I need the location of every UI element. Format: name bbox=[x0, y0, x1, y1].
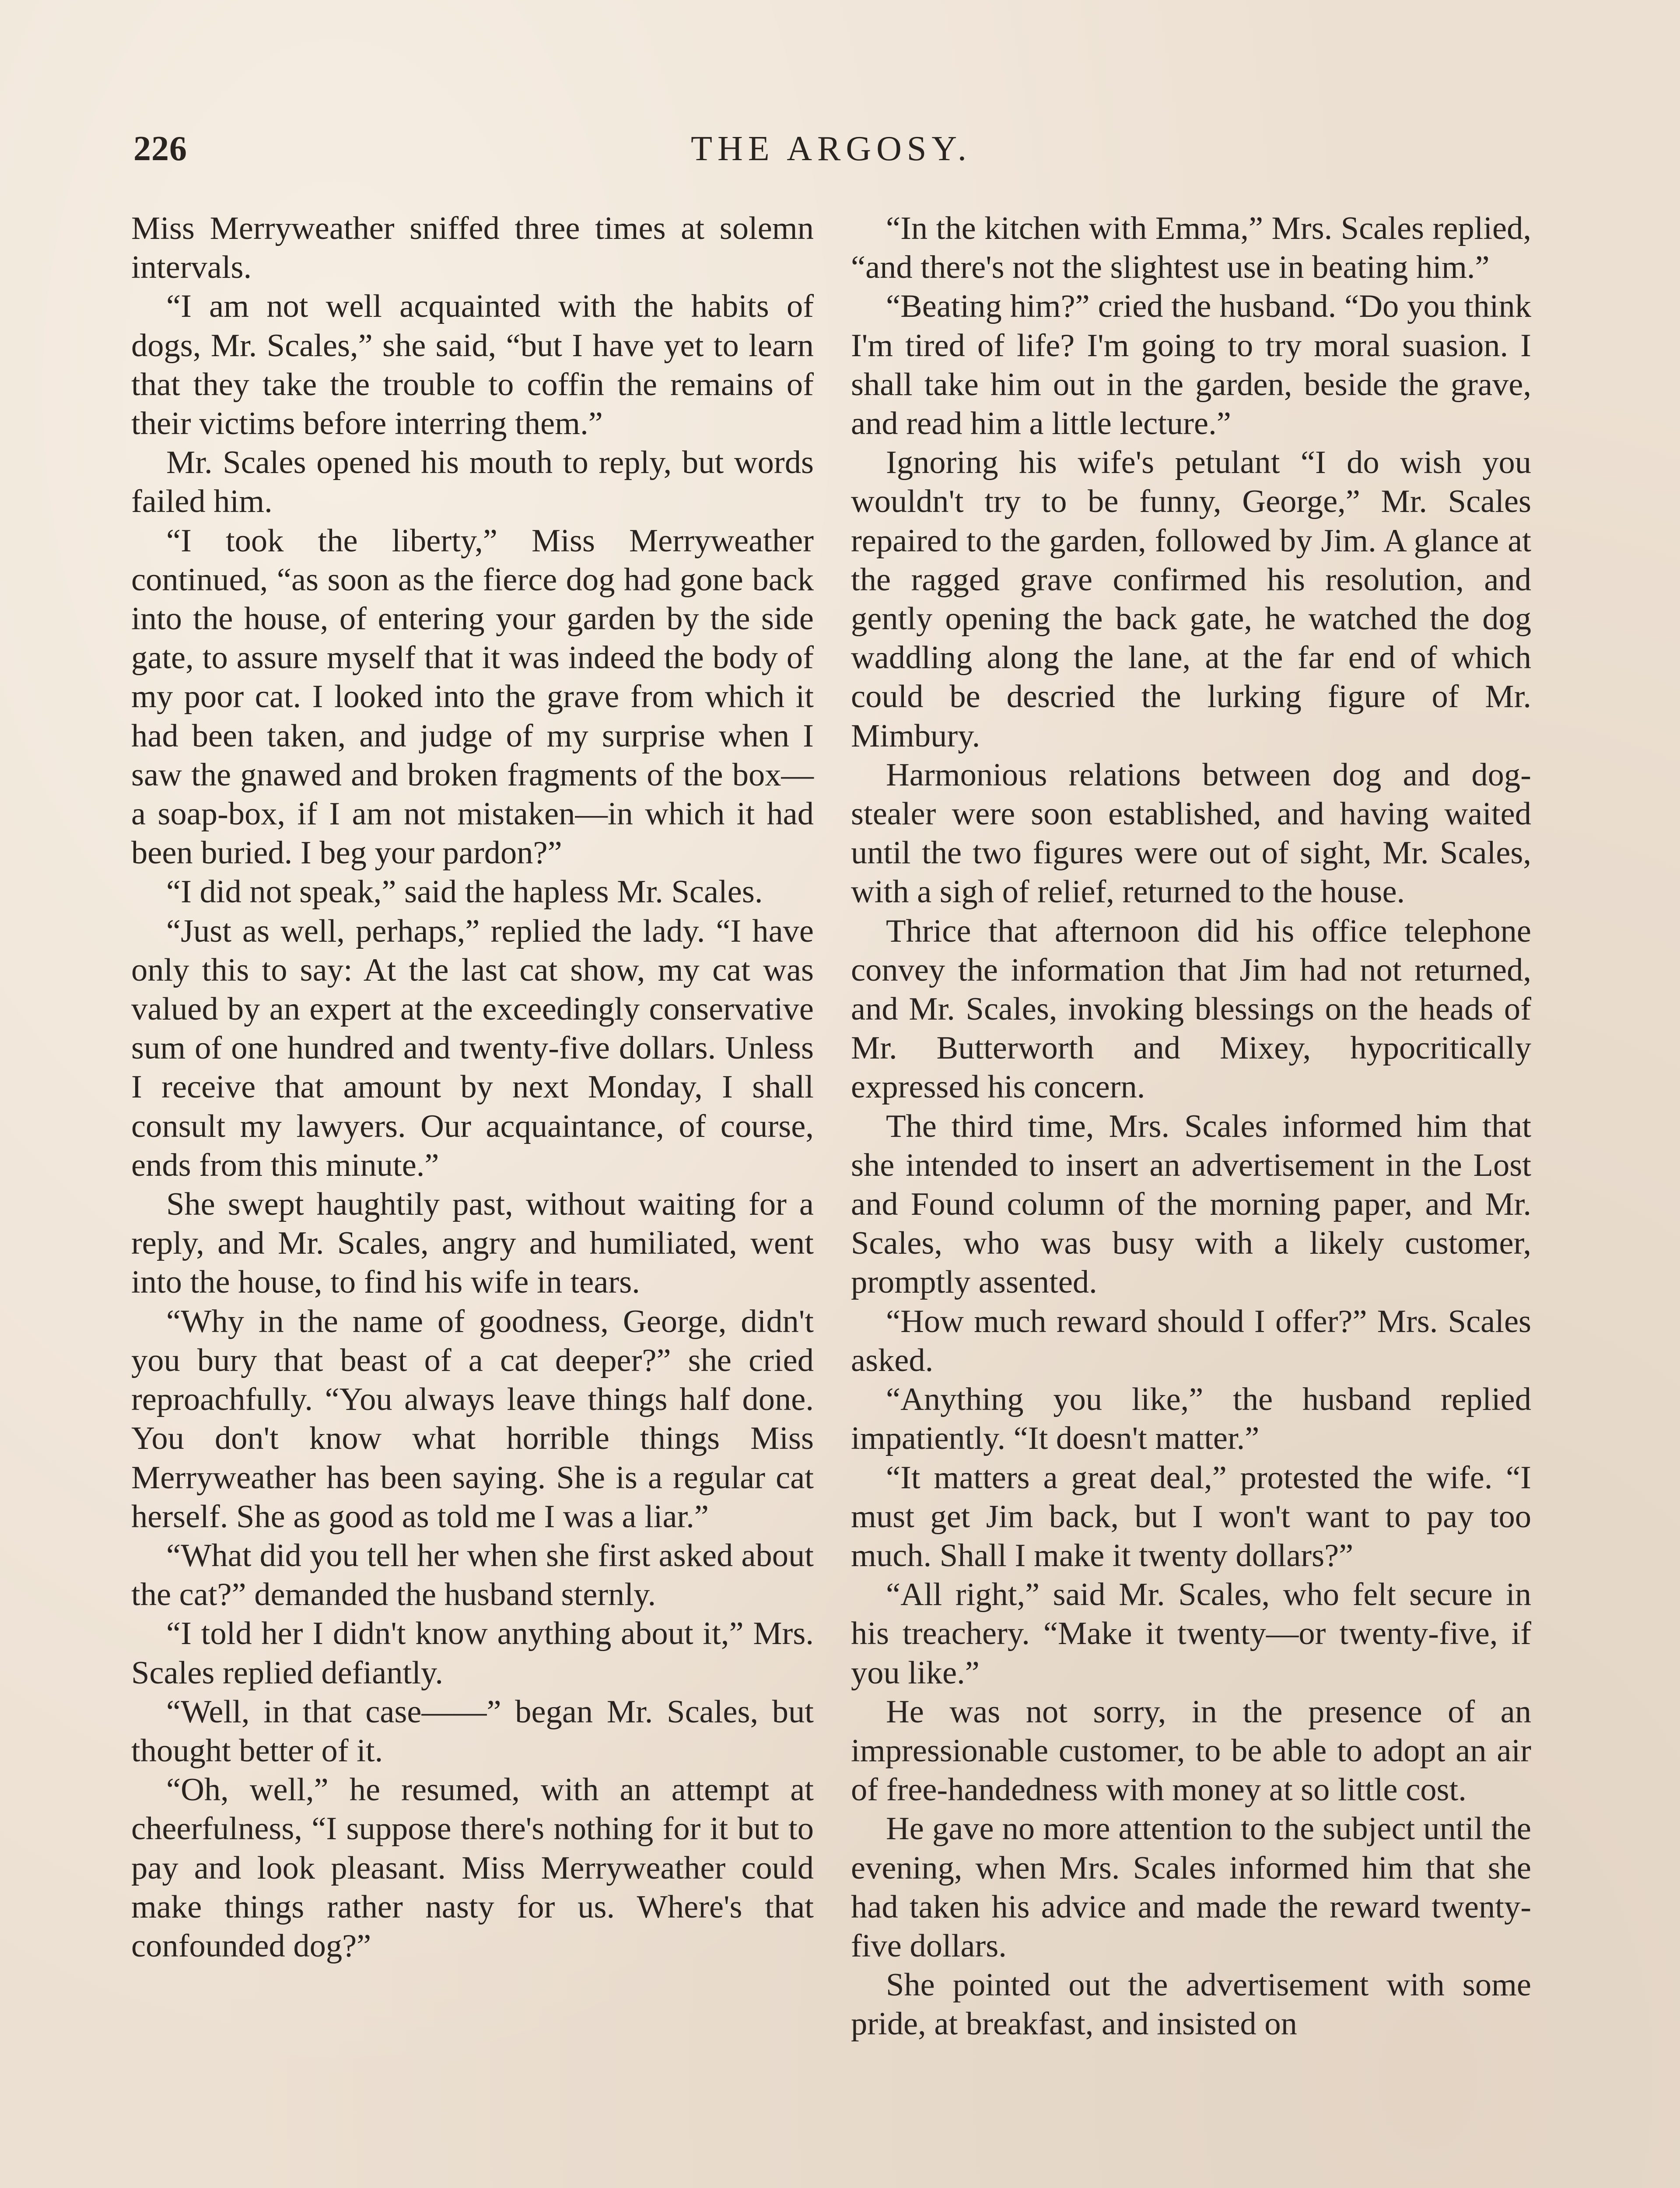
paragraph: Thrice that afternoon did his office telephone convey the information that Jim had not returned, and Mr. Scales, invoking blessings on the heads of Mr. Butterworth and Mixey, hypocritically expressed his concern. bbox=[851, 913, 1531, 1105]
paragraph: He gave no more attention to the subject until the evening, when Mrs. Scales informed him that she had taken his advice and made the reward twenty-five dollars. bbox=[851, 1811, 1531, 1964]
paragraph: “I am not well acquainted with the habits of dogs, Mr. Scales,” she said, “but I have yet to learn that they take the trouble to coffin the remains of their victims before interring them.” bbox=[131, 288, 814, 442]
paragraph: She pointed out the advertisement with some pride, at breakfast, and insisted on bbox=[851, 1967, 1531, 2042]
paragraph: Ignoring his wife's petulant “I do wish you wouldn't try to be funny, George,” Mr. Scales repaired to the garden, followed by Jim. A glance at the ragged grave confirmed his resolution, and gently opening the back gate, he watched the dog waddling along the lane, at the far end of which could be descried the lurking figure of Mr. Mimbury. bbox=[851, 445, 1531, 754]
paragraph: She swept haughtily past, without waiting for a reply, and Mr. Scales, angry and humiliated, went into the house, to find his wife in tears. bbox=[131, 1186, 814, 1301]
paragraph: “Beating him?” cried the husband. “Do you think I'm tired of life? I'm going to try moral suasion. I shall take him out in the garden, beside the grave, and read him a little lecture.” bbox=[851, 288, 1531, 442]
page-header bbox=[133, 129, 1529, 182]
paragraph: “Why in the name of goodness, George, didn't you bury that beast of a cat deeper?” she cried reproachfully. “You always leave things half done. You don't know what horrible things Miss Merryweather has been saying. She is a regular cat herself. She as good as told me I was a liar.” bbox=[131, 1303, 814, 1535]
running-head: THE ARGOSY. bbox=[691, 130, 972, 168]
paragraph: Miss Merryweather sniffed three times at solemn intervals. bbox=[131, 210, 814, 286]
paragraph: “All right,” said Mr. Scales, who felt secure in his treachery. “Make it twenty—or twenty-five, if you like.” bbox=[851, 1577, 1531, 1691]
paragraph: “How much reward should I offer?” Mrs. Scales asked. bbox=[851, 1303, 1531, 1378]
paragraph: “Oh, well,” he resumed, with an attempt at cheerfulness, “I suppose there's nothing for it but to pay and look pleasant. Miss Merryweather could make things rather nasty for us. Where's that confounded dog?” bbox=[131, 1772, 814, 1964]
paragraph: He was not sorry, in the presence of an impressionable customer, to be able to adopt an air of free-handedness with money at so little cost. bbox=[851, 1694, 1531, 1808]
left-column bbox=[131, 209, 814, 1966]
paragraph: “Anything you like,” the husband replied impatiently. “It doesn't matter.” bbox=[851, 1382, 1531, 1457]
paragraph: “Just as well, perhaps,” replied the lady. “I have only this to say: At the last cat show, my cat was valued by an expert at the exceedingly conservative sum of one hundred and twenty-five dollars. Unless I receive that amount by next Monday, I shall consult my lawyers. Our acquaintance, of course, ends from this minute.” bbox=[131, 913, 814, 1183]
paragraph: “It matters a great deal,” protested the wife. “I must get Jim back, but I won't want to pay too much. Shall I make it twenty dollars?” bbox=[851, 1459, 1531, 1574]
paragraph: “I did not speak,” said the hapless Mr. Scales. bbox=[166, 874, 763, 910]
page-number: 226 bbox=[133, 130, 187, 168]
paragraph: Mr. Scales opened his mouth to reply, but words failed him. bbox=[131, 445, 814, 520]
right-column bbox=[851, 209, 1531, 2044]
paragraph: “In the kitchen with Emma,” Mrs. Scales replied, “and there's not the slightest use in beating him.” bbox=[851, 210, 1531, 286]
paragraph: The third time, Mrs. Scales informed him that she intended to insert an advertisement in the Lost and Found column of the morning paper, and Mr. Scales, who was busy with a likely customer, promptly assented. bbox=[851, 1108, 1531, 1301]
paragraph: “I told her I didn't know anything about it,” Mrs. Scales replied defiantly. bbox=[131, 1616, 814, 1691]
paragraph: Harmonious relations between dog and dog-stealer were soon established, and having waited until the two figures were out of sight, Mr. Scales, with a sigh of relief, returned to the house. bbox=[851, 757, 1531, 910]
paragraph: “Well, in that case——” began Mr. Scales, but thought better of it. bbox=[131, 1694, 814, 1769]
paragraph: “I took the liberty,” Miss Merryweather continued, “as soon as the fierce dog had gone back into the house, of entering your garden by the side gate, to assure myself that it was indeed the body of my poor cat. I looked into the grave from which it had been taken, and judge of my surprise when I saw the gnawed and broken fragments of the box—a soap-box, if I am not mistaken—in which it had been buried. I beg your pardon?” bbox=[131, 522, 814, 871]
paragraph: “What did you tell her when she first asked about the cat?” demanded the husband sternly. bbox=[131, 1537, 814, 1613]
